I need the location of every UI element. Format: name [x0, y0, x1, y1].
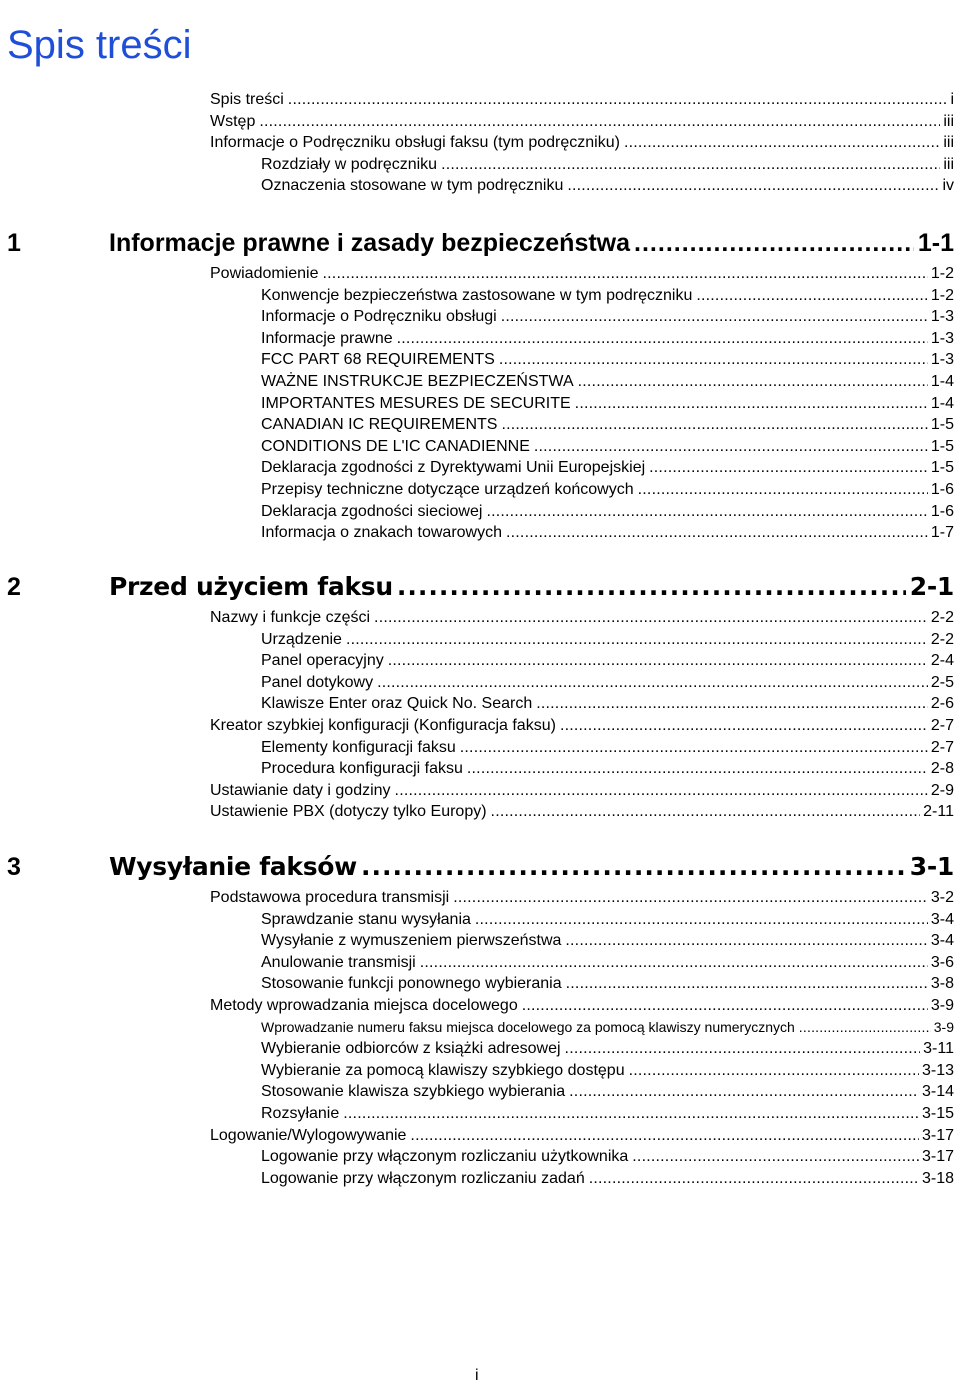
toc-entry-title: Wybieranie za pomocą klawiszy szybkiego dostępu	[261, 1061, 625, 1079]
dot-leader	[323, 263, 928, 285]
toc-entry[interactable]	[210, 780, 954, 802]
toc-entry-page: 2-8	[930, 760, 954, 778]
chapter-title-line	[109, 567, 954, 607]
toc-entry[interactable]	[261, 349, 954, 371]
dot-leader	[343, 1103, 919, 1125]
toc-entry-title: WAŻNE INSTRUKCJE BEZPIECZEŃSTWA	[261, 372, 574, 390]
dot-leader	[397, 567, 906, 607]
toc-entry[interactable]	[210, 887, 954, 909]
toc-entry[interactable]	[261, 371, 954, 393]
toc-entry-page: 3-8	[930, 975, 954, 993]
toc-entry[interactable]	[261, 501, 954, 523]
toc-entry[interactable]	[261, 973, 954, 995]
toc-entry[interactable]	[261, 414, 954, 436]
toc-entry-title: Anulowanie transmisji	[261, 953, 416, 971]
dot-leader	[395, 780, 928, 802]
toc-entry-page: 3-4	[930, 910, 954, 928]
toc-entry-title: Konwencje bezpieczeństwa zastosowane w tym podręczniku	[261, 286, 693, 304]
toc-entry-title: Kreator szybkiej konfiguracji (Konfiguracja faksu)	[210, 716, 556, 734]
toc-entry[interactable]	[210, 111, 954, 133]
toc-entry-title: Wysyłanie z wymuszeniem pierwszeństwa	[261, 932, 562, 950]
chapter-heading[interactable]	[0, 223, 960, 263]
toc-entry-title: Elementy konfiguracji faksu	[261, 738, 456, 756]
toc-entry-title: Deklaracja zgodności sieciowej	[261, 502, 483, 520]
toc-entry[interactable]	[261, 1081, 954, 1103]
toc-entry-title: Rozdziały w podręczniku	[261, 155, 438, 173]
toc-entry-title: CONDITIONS DE L'IC CANADIENNE	[261, 437, 530, 455]
toc-entry-title: Informacja o znakach towarowych	[261, 524, 502, 542]
toc-entry-page: i	[950, 91, 954, 108]
toc-entry[interactable]	[261, 693, 954, 715]
toc-entry[interactable]	[261, 154, 954, 176]
toc-entry-title: Logowanie/Wylogowywanie	[210, 1126, 407, 1144]
toc-entry-page: 3-15	[921, 1104, 954, 1122]
dot-leader	[460, 737, 928, 759]
toc-entry-title: Informacje prawne	[261, 329, 393, 347]
toc-entry-title: Stosowanie funkcji ponownego wybierania	[261, 975, 562, 993]
dot-leader	[506, 522, 928, 544]
chapter-title-line	[109, 847, 954, 887]
toc-entry-title: Wybieranie odbiorców z książki adresowej	[261, 1040, 561, 1058]
toc-entry-page: 3-14	[921, 1083, 954, 1101]
chapter-entry-list	[0, 887, 960, 1189]
toc-entry[interactable]	[261, 1038, 954, 1060]
toc-entry-page: 1-5	[930, 437, 954, 455]
toc-entry[interactable]	[261, 1060, 954, 1082]
toc-entry-page: 1-2	[930, 286, 954, 304]
toc-entry[interactable]	[261, 328, 954, 350]
toc-entry[interactable]	[261, 1146, 954, 1168]
toc-entry-page: 1-6	[930, 502, 954, 520]
dot-leader	[589, 1168, 919, 1190]
dot-leader	[569, 1081, 919, 1103]
chapter-page: 3-1	[909, 852, 954, 881]
toc-entry-page: 3-11	[923, 1040, 954, 1058]
dot-leader	[534, 436, 928, 458]
toc-entry-page: 3-9	[933, 1018, 954, 1035]
toc-entry[interactable]	[261, 285, 954, 307]
toc-entry[interactable]	[261, 479, 954, 501]
toc-entry[interactable]	[261, 522, 954, 544]
toc-entry-title: Informacje o Podręczniku obsługi	[261, 308, 497, 326]
toc-entry[interactable]	[210, 89, 954, 111]
footer-page-number: i	[475, 1367, 479, 1384]
toc-entry-page: 1-3	[930, 351, 954, 369]
toc-entry-title: Sprawdzanie stanu wysyłania	[261, 910, 471, 928]
toc-entry-title: Ustawienie PBX (dotyczy tylko Europy)	[210, 803, 487, 821]
toc-entry[interactable]	[210, 995, 954, 1017]
toc-entry[interactable]	[261, 1017, 954, 1039]
toc-entry[interactable]	[261, 306, 954, 328]
toc-entry-page: iii	[943, 155, 954, 173]
toc-entry-title: Panel dotykowy	[261, 673, 374, 691]
dot-leader	[566, 973, 928, 995]
toc-entry-title: IMPORTANTES MESURES DE SECURITE	[261, 394, 571, 412]
chapter-page: 2-1	[909, 572, 954, 601]
toc-entry[interactable]	[261, 909, 954, 931]
toc-entry[interactable]	[261, 650, 954, 672]
toc-entry-page: iv	[942, 177, 954, 195]
toc-entry-title: Procedura konfiguracji faksu	[261, 760, 463, 778]
toc-entry[interactable]	[261, 629, 954, 651]
toc-entry-page: 3-18	[921, 1169, 954, 1187]
dot-leader	[565, 930, 927, 952]
dot-leader	[501, 414, 927, 436]
dot-leader	[259, 111, 940, 133]
toc-entry[interactable]	[261, 952, 954, 974]
toc-entry-page: 3-13	[921, 1061, 954, 1079]
toc-entry-page: 2-7	[930, 738, 954, 756]
chapter-title-line	[109, 223, 954, 263]
toc-entry-page: 1-5	[930, 459, 954, 477]
toc-entry[interactable]	[210, 263, 954, 285]
toc-entry-page: 1-3	[930, 308, 954, 326]
dot-leader	[420, 952, 928, 974]
dot-leader	[346, 629, 928, 651]
toc-entry-page: 1-5	[930, 416, 954, 434]
dot-leader	[696, 285, 928, 307]
toc-entry[interactable]	[261, 930, 954, 952]
dot-leader	[374, 607, 928, 629]
toc-entry-title: FCC PART 68 REQUIREMENTS	[261, 351, 495, 369]
toc-entry-title: Stosowanie klawisza szybkiego wybierania	[261, 1083, 566, 1101]
toc-entry-title: Powiadomienie	[210, 265, 319, 282]
dot-leader	[491, 801, 921, 823]
toc-entry-title: Urządzenie	[261, 630, 342, 648]
toc-entry-page: 3-9	[930, 996, 954, 1014]
toc-entry-title: Panel operacyjny	[261, 652, 384, 670]
toc-entry-page: 1-7	[930, 524, 954, 542]
toc-entry-page: 2-7	[930, 716, 954, 734]
dot-leader	[629, 1060, 919, 1082]
toc-entry-page: 2-2	[930, 609, 954, 626]
chapter-title: Przed użyciem faksu	[109, 572, 393, 601]
toc-entry-title: Podstawowa procedura transmisji	[210, 889, 450, 906]
toc-entry-page: 3-17	[921, 1126, 954, 1144]
front-matter-list	[210, 89, 954, 197]
dot-leader	[634, 223, 914, 263]
chapter-entry-list	[0, 607, 960, 823]
dot-leader	[441, 154, 940, 176]
dot-leader	[501, 306, 928, 328]
toc-entry-page: 3-2	[930, 889, 954, 906]
toc-entry-title: CANADIAN IC REQUIREMENTS	[261, 416, 498, 434]
toc-entry[interactable]	[210, 607, 954, 629]
dot-leader	[565, 1038, 921, 1060]
dot-leader	[453, 887, 928, 909]
toc-entry-title: Klawisze Enter oraz Quick No. Search	[261, 695, 533, 713]
dot-leader	[649, 457, 928, 479]
dot-leader	[361, 847, 906, 887]
toc-entry-page: iii	[943, 134, 954, 152]
dot-leader	[799, 1017, 931, 1039]
chapter-title: Informacje prawne i zasady bezpieczeństwa	[109, 229, 631, 257]
dot-leader	[410, 1125, 919, 1147]
dot-leader	[388, 650, 928, 672]
dot-leader	[575, 393, 928, 415]
dot-leader	[499, 349, 928, 371]
toc-entry[interactable]	[261, 1168, 954, 1190]
toc-entry-page: 2-11	[923, 803, 954, 821]
toc-entry-page: 2-9	[930, 781, 954, 799]
toc-entry-page: 3-4	[930, 932, 954, 950]
toc-entry-page: 1-4	[930, 394, 954, 412]
toc-entry-title: Informacje o Podręczniku obsługi faksu (tym podręczniku)	[210, 134, 620, 152]
dot-leader	[578, 371, 928, 393]
dot-leader	[377, 672, 928, 694]
chapter-page: 1-1	[917, 229, 954, 257]
toc-entry-title: Spis treści	[210, 91, 284, 108]
dot-leader	[624, 132, 940, 154]
chapter-heading[interactable]	[0, 847, 960, 887]
dot-leader	[632, 1146, 919, 1168]
toc-entry[interactable]	[210, 1125, 954, 1147]
dot-leader	[638, 479, 928, 501]
dot-leader	[486, 501, 927, 523]
chapter-2-section	[0, 567, 960, 823]
chapter-number: 1	[7, 229, 21, 257]
chapter-title: Wysyłanie faksów	[109, 852, 357, 881]
toc-entry-page: 3-6	[930, 953, 954, 971]
toc-entry-title: Ustawianie daty i godziny	[210, 781, 391, 799]
toc-entry[interactable]	[261, 737, 954, 759]
toc-entry[interactable]	[261, 758, 954, 780]
toc-entry-page: 1-4	[930, 372, 954, 390]
dot-leader	[467, 758, 928, 780]
toc-entry-page: 3-17	[921, 1148, 954, 1166]
toc-entry-page: 2-4	[930, 652, 954, 670]
toc-entry-title: Oznaczenia stosowane w tym podręczniku	[261, 177, 564, 195]
toc-entry-title: Deklaracja zgodności z Dyrektywami Unii Europejskiej	[261, 459, 646, 477]
toc-entry[interactable]	[210, 715, 954, 737]
toc-entry-title: Wprowadzanie numeru faksu miejsca docelowego za pomocą klawiszy numerycznych	[261, 1018, 795, 1035]
toc-entry-title: Metody wprowadzania miejsca docelowego	[210, 996, 518, 1014]
toc-entry[interactable]	[261, 457, 954, 479]
toc-entry-page: iii	[943, 112, 954, 130]
toc-entry-page: 2-2	[930, 630, 954, 648]
chapter-number: 2	[7, 573, 21, 601]
toc-entry-page: 1-3	[930, 329, 954, 347]
chapter-heading[interactable]	[0, 567, 960, 607]
toc-entry[interactable]	[261, 672, 954, 694]
toc-entry-title: Logowanie przy włączonym rozliczaniu zadań	[261, 1169, 585, 1187]
toc-entry-title: Rozsyłanie	[261, 1104, 340, 1122]
dot-leader	[475, 909, 928, 931]
dot-leader	[567, 175, 939, 197]
toc-entry-page: 1-6	[930, 480, 954, 498]
toc-entry[interactable]	[261, 436, 954, 458]
chapter-number: 3	[7, 853, 21, 881]
page-title: Spis treści	[7, 23, 192, 67]
toc-entry-page: 1-2	[930, 265, 954, 282]
toc-entry[interactable]	[210, 801, 954, 823]
chapter-entry-list	[0, 263, 960, 544]
toc-entry-page: 2-6	[930, 695, 954, 713]
toc-entry-title: Wstęp	[210, 112, 256, 130]
dot-leader	[560, 715, 928, 737]
chapter-1-section	[0, 223, 960, 544]
toc-entry[interactable]	[210, 132, 954, 154]
toc-entry-page: 2-5	[930, 673, 954, 691]
toc-entry-title: Nazwy i funkcje części	[210, 609, 371, 626]
dot-leader	[536, 693, 928, 715]
toc-entry-title: Logowanie przy włączonym rozliczaniu użytkownika	[261, 1148, 629, 1166]
dot-leader	[288, 89, 948, 111]
toc-entry[interactable]	[261, 1103, 954, 1125]
chapter-3-section	[0, 847, 960, 1189]
toc-entry[interactable]	[261, 175, 954, 197]
dot-leader	[397, 328, 928, 350]
dot-leader	[522, 995, 928, 1017]
toc-entry-title: Przepisy techniczne dotyczące urządzeń końcowych	[261, 480, 634, 498]
toc-entry[interactable]	[261, 393, 954, 415]
